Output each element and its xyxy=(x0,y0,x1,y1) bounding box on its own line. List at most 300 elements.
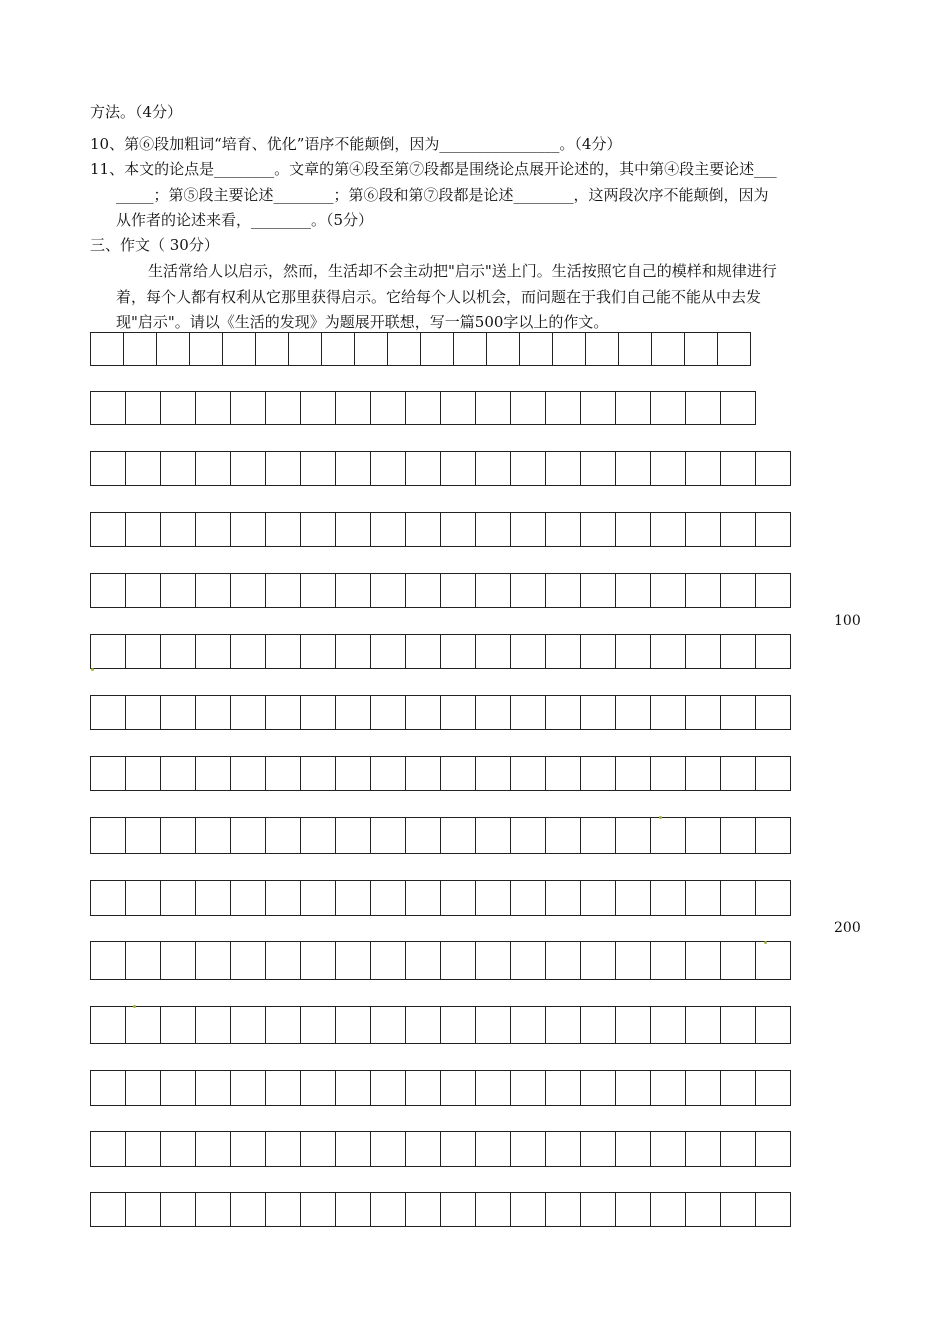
grid-cell xyxy=(406,1071,441,1105)
grid-cell xyxy=(161,392,196,424)
grid-cell xyxy=(616,392,651,424)
grid-cell xyxy=(161,513,196,546)
grid-cell xyxy=(126,818,161,853)
grid-cell xyxy=(441,513,476,546)
grid-cell xyxy=(223,333,256,365)
grid-cell xyxy=(91,1007,126,1043)
grid-cell xyxy=(336,1132,371,1166)
grid-cell xyxy=(686,757,721,790)
grid-cell xyxy=(441,881,476,915)
grid-cell xyxy=(441,696,476,729)
grid-cell xyxy=(581,1007,616,1043)
scan-speck xyxy=(659,816,662,819)
grid-cell xyxy=(651,881,686,915)
grid-cell xyxy=(686,1132,721,1166)
grid-cell xyxy=(616,452,651,485)
grid-cell xyxy=(616,635,651,668)
grid-cell xyxy=(616,1071,651,1105)
grid-cell xyxy=(196,942,231,979)
grid-cell xyxy=(616,818,651,853)
grid-row xyxy=(90,817,791,854)
grid-cell xyxy=(301,757,336,790)
grid-cell xyxy=(511,942,546,979)
grid-cell xyxy=(685,333,718,365)
grid-cell xyxy=(336,1193,371,1226)
grid-cell xyxy=(686,513,721,546)
grid-cell xyxy=(406,942,441,979)
grid-cell xyxy=(686,452,721,485)
grid-cell xyxy=(371,452,406,485)
question-11-line-1: 11、本文的论点是________。文章的第④段至第⑦段都是围绕论点展开论述的，其中第④段主要论述___ xyxy=(90,160,777,178)
grid-cell xyxy=(190,333,223,365)
essay-prompt-line-3: 现"启示"。请以《生活的发现》为题展开联想，写一篇500字以上的作文。 xyxy=(116,313,609,331)
grid-cell xyxy=(511,1132,546,1166)
grid-cell xyxy=(581,818,616,853)
grid-cell xyxy=(126,942,161,979)
grid-cell xyxy=(406,1007,441,1043)
grid-cell xyxy=(581,635,616,668)
grid-cell xyxy=(196,818,231,853)
grid-cell xyxy=(651,1071,686,1105)
grid-cell xyxy=(756,881,791,915)
scan-speck xyxy=(764,941,767,944)
grid-cell xyxy=(756,942,791,979)
grid-cell xyxy=(266,942,301,979)
grid-cell xyxy=(336,942,371,979)
grid-cell xyxy=(476,881,511,915)
essay-heading: 三、作文（ 30分） xyxy=(90,236,219,254)
grid-cell xyxy=(196,757,231,790)
grid-cell xyxy=(91,574,126,607)
grid-cell xyxy=(581,574,616,607)
grid-cell xyxy=(406,452,441,485)
grid-cell xyxy=(476,1007,511,1043)
grid-cell xyxy=(231,513,266,546)
grid-cell xyxy=(721,574,756,607)
grid-cell xyxy=(651,757,686,790)
grid-cell xyxy=(301,574,336,607)
grid-cell xyxy=(651,1007,686,1043)
grid-cell xyxy=(91,881,126,915)
grid-cell xyxy=(126,1007,161,1043)
grid-cell xyxy=(336,574,371,607)
grid-cell xyxy=(651,818,686,853)
grid-cell xyxy=(756,1071,791,1105)
grid-cell xyxy=(686,574,721,607)
grid-cell xyxy=(161,574,196,607)
grid-cell xyxy=(231,574,266,607)
grid-cell xyxy=(91,942,126,979)
grid-cell xyxy=(231,635,266,668)
grid-cell xyxy=(126,1132,161,1166)
grid-cell xyxy=(266,1007,301,1043)
grid-cell xyxy=(581,452,616,485)
grid-cell xyxy=(511,513,546,546)
grid-cell xyxy=(266,696,301,729)
grid-row xyxy=(90,451,791,486)
grid-cell xyxy=(266,1132,301,1166)
grid-cell xyxy=(91,1193,126,1226)
grid-cell xyxy=(581,1071,616,1105)
grid-cell xyxy=(546,757,581,790)
grid-cell xyxy=(476,757,511,790)
grid-cell xyxy=(301,881,336,915)
grid-cell xyxy=(91,1132,126,1166)
grid-cell xyxy=(721,696,756,729)
grid-row xyxy=(90,634,791,669)
grid-cell xyxy=(371,881,406,915)
grid-cell xyxy=(256,333,289,365)
grid-cell xyxy=(388,333,421,365)
grid-cell xyxy=(686,635,721,668)
grid-cell xyxy=(756,1007,791,1043)
grid-cell xyxy=(161,696,196,729)
grid-cell xyxy=(301,392,336,424)
grid-cell xyxy=(546,1132,581,1166)
grid-cell xyxy=(441,1193,476,1226)
grid-cell xyxy=(266,635,301,668)
grid-cell xyxy=(91,696,126,729)
grid-cell xyxy=(511,818,546,853)
grid-cell xyxy=(126,757,161,790)
grid-cell xyxy=(651,1193,686,1226)
question-10: 10、第⑥段加粗词“培育、优化”语序不能颠倒，因为________________。（4分） xyxy=(90,135,622,153)
grid-cell xyxy=(721,881,756,915)
grid-cell xyxy=(301,1071,336,1105)
grid-cell xyxy=(301,1132,336,1166)
grid-cell xyxy=(616,1007,651,1043)
grid-cell xyxy=(619,333,652,365)
grid-cell xyxy=(371,574,406,607)
grid-cell xyxy=(546,818,581,853)
grid-cell xyxy=(721,757,756,790)
grid-cell xyxy=(196,881,231,915)
grid-cell xyxy=(441,452,476,485)
grid-cell xyxy=(686,818,721,853)
grid-cell xyxy=(371,392,406,424)
grid-cell xyxy=(266,452,301,485)
grid-row xyxy=(90,512,791,547)
grid-cell xyxy=(616,513,651,546)
grid-cell xyxy=(718,333,751,365)
grid-cell xyxy=(686,392,721,424)
grid-row xyxy=(90,941,791,980)
grid-cell xyxy=(511,452,546,485)
grid-cell xyxy=(231,1007,266,1043)
grid-cell xyxy=(126,1071,161,1105)
grid-cell xyxy=(266,574,301,607)
grid-cell xyxy=(231,392,266,424)
grid-cell xyxy=(322,333,355,365)
grid-cell xyxy=(686,696,721,729)
grid-cell xyxy=(161,757,196,790)
grid-cell xyxy=(406,1132,441,1166)
grid-cell xyxy=(289,333,322,365)
grid-cell xyxy=(476,1132,511,1166)
grid-cell xyxy=(441,635,476,668)
grid-cell xyxy=(91,333,124,365)
grid-cell xyxy=(581,881,616,915)
grid-cell xyxy=(686,881,721,915)
grid-cell xyxy=(511,392,546,424)
grid-cell xyxy=(546,452,581,485)
grid-cell xyxy=(371,513,406,546)
grid-cell xyxy=(196,696,231,729)
grid-cell xyxy=(126,452,161,485)
grid-cell xyxy=(476,1193,511,1226)
grid-cell xyxy=(616,1193,651,1226)
grid-row xyxy=(90,695,791,730)
grid-cell xyxy=(721,392,756,424)
scan-speck xyxy=(133,1005,136,1008)
grid-cell xyxy=(581,1193,616,1226)
grid-cell xyxy=(161,1193,196,1226)
grid-cell xyxy=(487,333,520,365)
grid-cell xyxy=(476,942,511,979)
grid-cell xyxy=(476,818,511,853)
question-9-tail: 方法。（4分） xyxy=(90,103,183,121)
word-count-marker-200: 200 xyxy=(834,920,861,936)
grid-cell xyxy=(266,513,301,546)
grid-row xyxy=(90,1070,791,1106)
grid-cell xyxy=(266,881,301,915)
grid-cell xyxy=(721,1132,756,1166)
grid-cell xyxy=(355,333,388,365)
grid-cell xyxy=(441,1071,476,1105)
grid-row xyxy=(90,1006,791,1044)
grid-cell xyxy=(336,452,371,485)
grid-row xyxy=(90,332,751,366)
grid-cell xyxy=(124,333,157,365)
grid-cell xyxy=(406,392,441,424)
grid-cell xyxy=(406,635,441,668)
grid-cell xyxy=(371,818,406,853)
grid-cell xyxy=(301,452,336,485)
grid-cell xyxy=(616,757,651,790)
grid-cell xyxy=(231,881,266,915)
grid-cell xyxy=(196,574,231,607)
grid-row xyxy=(90,391,756,425)
grid-cell xyxy=(441,574,476,607)
grid-cell xyxy=(91,392,126,424)
grid-cell xyxy=(196,1193,231,1226)
grid-cell xyxy=(336,757,371,790)
grid-cell xyxy=(581,757,616,790)
grid-cell xyxy=(546,513,581,546)
grid-cell xyxy=(651,942,686,979)
grid-cell xyxy=(476,392,511,424)
grid-cell xyxy=(616,574,651,607)
grid-cell xyxy=(581,942,616,979)
grid-cell xyxy=(91,1071,126,1105)
grid-cell xyxy=(161,818,196,853)
grid-row xyxy=(90,880,791,916)
grid-cell xyxy=(511,1193,546,1226)
grid-cell xyxy=(301,513,336,546)
grid-cell xyxy=(231,757,266,790)
grid-cell xyxy=(301,942,336,979)
grid-cell xyxy=(476,696,511,729)
grid-row xyxy=(90,1131,791,1167)
grid-cell xyxy=(196,1132,231,1166)
grid-cell xyxy=(511,574,546,607)
grid-cell xyxy=(406,757,441,790)
grid-cell xyxy=(546,392,581,424)
grid-cell xyxy=(196,452,231,485)
grid-cell xyxy=(371,1132,406,1166)
grid-cell xyxy=(721,1071,756,1105)
grid-cell xyxy=(126,574,161,607)
grid-cell xyxy=(161,1007,196,1043)
grid-cell xyxy=(686,1193,721,1226)
grid-cell xyxy=(301,635,336,668)
grid-cell xyxy=(756,1132,791,1166)
grid-cell xyxy=(196,1071,231,1105)
grid-cell xyxy=(651,574,686,607)
grid-cell xyxy=(756,818,791,853)
grid-cell xyxy=(231,1193,266,1226)
grid-cell xyxy=(476,513,511,546)
grid-cell xyxy=(336,635,371,668)
grid-cell xyxy=(441,818,476,853)
grid-cell xyxy=(546,635,581,668)
grid-cell xyxy=(126,881,161,915)
grid-cell xyxy=(581,1132,616,1166)
grid-cell xyxy=(441,757,476,790)
grid-cell xyxy=(336,1071,371,1105)
grid-cell xyxy=(406,696,441,729)
question-11-line-2: _____；第⑤段主要论述________；第⑥段和第⑦段都是论述________，这两段次序不能颠倒，因为 xyxy=(116,186,769,204)
grid-cell xyxy=(406,881,441,915)
grid-cell xyxy=(553,333,586,365)
grid-cell xyxy=(371,696,406,729)
grid-cell xyxy=(231,1132,266,1166)
grid-cell xyxy=(511,757,546,790)
grid-cell xyxy=(161,452,196,485)
grid-cell xyxy=(721,1193,756,1226)
grid-cell xyxy=(546,1071,581,1105)
question-11-line-3: 从作者的论述来看，________。（5分） xyxy=(116,211,374,229)
grid-cell xyxy=(266,818,301,853)
grid-cell xyxy=(652,333,685,365)
grid-row xyxy=(90,573,791,608)
grid-cell xyxy=(161,635,196,668)
grid-cell xyxy=(406,574,441,607)
grid-cell xyxy=(651,1132,686,1166)
grid-cell xyxy=(616,881,651,915)
grid-cell xyxy=(371,635,406,668)
grid-cell xyxy=(721,452,756,485)
grid-cell xyxy=(756,635,791,668)
grid-cell xyxy=(196,1007,231,1043)
grid-row xyxy=(90,1192,791,1227)
grid-cell xyxy=(336,392,371,424)
grid-cell xyxy=(336,696,371,729)
grid-cell xyxy=(520,333,553,365)
grid-cell xyxy=(756,574,791,607)
grid-cell xyxy=(721,513,756,546)
grid-cell xyxy=(616,696,651,729)
grid-cell xyxy=(336,1007,371,1043)
grid-cell xyxy=(266,757,301,790)
grid-cell xyxy=(546,942,581,979)
grid-cell xyxy=(441,392,476,424)
grid-cell xyxy=(421,333,454,365)
grid-cell xyxy=(91,635,126,668)
grid-cell xyxy=(651,635,686,668)
grid-cell xyxy=(157,333,190,365)
grid-cell xyxy=(231,1071,266,1105)
grid-cell xyxy=(651,513,686,546)
essay-prompt-line-2: 着，每个人都有权利从它那里获得启示。它给每个人以机会，而问题在于我们自己能不能从中去发 xyxy=(116,288,762,306)
grid-cell xyxy=(511,881,546,915)
grid-cell xyxy=(126,513,161,546)
grid-cell xyxy=(511,696,546,729)
grid-cell xyxy=(371,1071,406,1105)
grid-cell xyxy=(231,696,266,729)
grid-cell xyxy=(686,942,721,979)
grid-cell xyxy=(581,696,616,729)
grid-cell xyxy=(651,696,686,729)
grid-cell xyxy=(231,818,266,853)
grid-cell xyxy=(126,1193,161,1226)
grid-cell xyxy=(301,818,336,853)
grid-cell xyxy=(721,635,756,668)
grid-cell xyxy=(616,942,651,979)
grid-cell xyxy=(546,696,581,729)
grid-cell xyxy=(581,513,616,546)
grid-cell xyxy=(266,1071,301,1105)
grid-cell xyxy=(371,757,406,790)
grid-cell xyxy=(686,1007,721,1043)
scan-speck xyxy=(91,668,94,671)
grid-cell xyxy=(511,635,546,668)
grid-cell xyxy=(336,818,371,853)
grid-cell xyxy=(196,513,231,546)
grid-cell xyxy=(301,696,336,729)
grid-cell xyxy=(91,452,126,485)
grid-cell xyxy=(756,452,791,485)
grid-cell xyxy=(161,881,196,915)
grid-cell xyxy=(441,1007,476,1043)
grid-cell xyxy=(91,513,126,546)
grid-cell xyxy=(756,696,791,729)
grid-cell xyxy=(546,1193,581,1226)
grid-cell xyxy=(371,1007,406,1043)
grid-cell xyxy=(336,513,371,546)
grid-cell xyxy=(476,452,511,485)
grid-cell xyxy=(266,392,301,424)
grid-cell xyxy=(91,818,126,853)
grid-cell xyxy=(454,333,487,365)
grid-cell xyxy=(196,392,231,424)
grid-cell xyxy=(546,881,581,915)
grid-cell xyxy=(546,574,581,607)
grid-cell xyxy=(266,1193,301,1226)
grid-cell xyxy=(301,1007,336,1043)
grid-cell xyxy=(231,452,266,485)
grid-cell xyxy=(476,1071,511,1105)
grid-cell xyxy=(161,1071,196,1105)
grid-cell xyxy=(721,942,756,979)
grid-cell xyxy=(511,1007,546,1043)
grid-cell xyxy=(756,757,791,790)
grid-cell xyxy=(441,1132,476,1166)
grid-cell xyxy=(406,1193,441,1226)
grid-cell xyxy=(581,392,616,424)
grid-cell xyxy=(616,1132,651,1166)
grid-cell xyxy=(441,942,476,979)
